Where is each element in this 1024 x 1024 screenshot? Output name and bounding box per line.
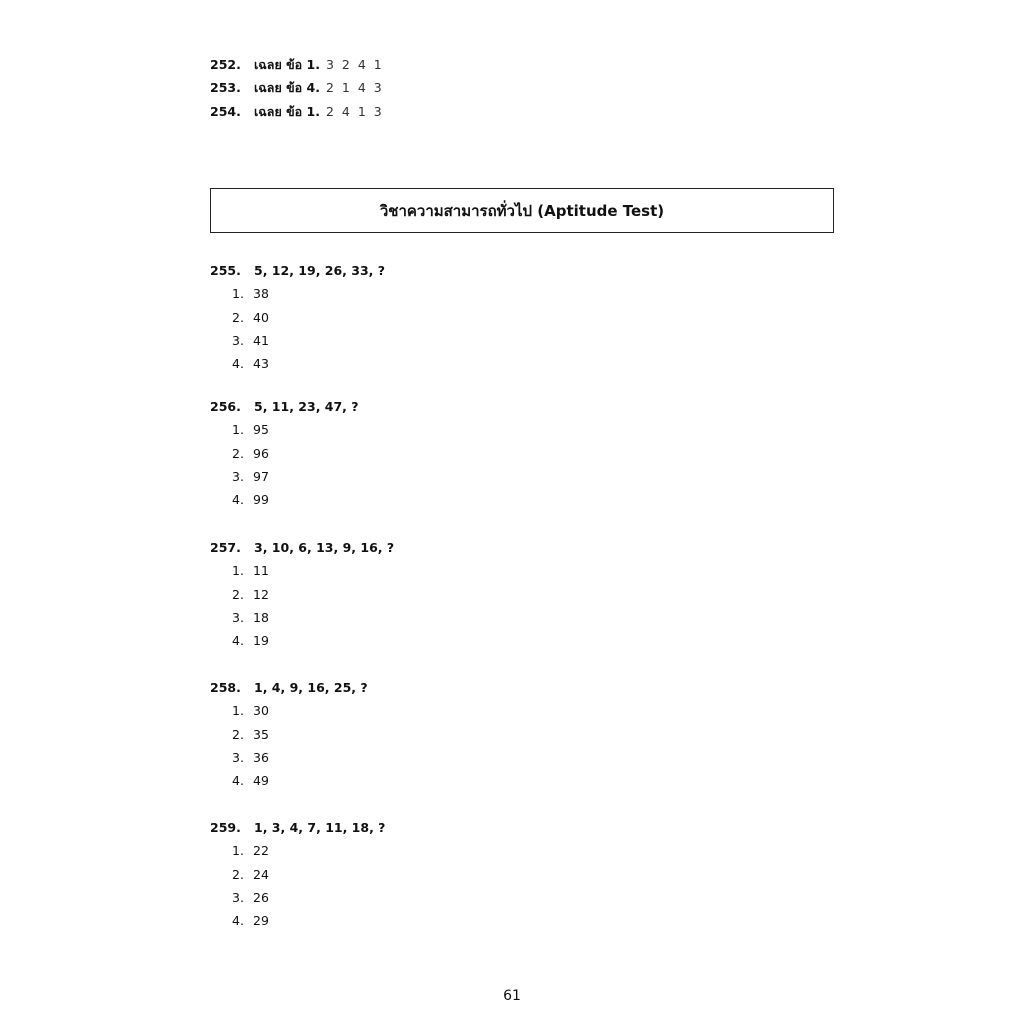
option-text: 41 — [253, 332, 269, 348]
option-4 — [210, 355, 610, 378]
option-number: 2. — [232, 586, 244, 602]
answer-line — [210, 103, 384, 126]
option-text: 95 — [253, 422, 269, 438]
question-255 — [210, 262, 610, 378]
question-257 — [210, 539, 610, 655]
option-text: 38 — [253, 286, 269, 302]
option-number: 2. — [232, 866, 244, 882]
question-stem — [210, 398, 610, 421]
question-text: 1, 4, 9, 16, 25, ? — [254, 680, 368, 695]
option-4 — [210, 912, 610, 935]
option-3 — [210, 749, 610, 772]
option-number: 4. — [232, 913, 244, 929]
option-3 — [210, 889, 610, 912]
answer-number: 253. — [210, 80, 241, 96]
option-text: 24 — [253, 866, 269, 882]
answer-label: เฉลย ข้อ 1. — [254, 103, 320, 119]
answer-sequence: 2 4 1 3 — [325, 103, 384, 119]
option-text: 43 — [253, 356, 269, 372]
option-3 — [210, 468, 610, 491]
question-number: 255. — [210, 263, 241, 278]
answer-line — [210, 79, 384, 102]
option-text: 96 — [253, 445, 269, 461]
option-4 — [210, 772, 610, 795]
option-text: 18 — [253, 609, 269, 625]
option-text: 97 — [253, 468, 269, 484]
option-number: 3. — [232, 468, 244, 484]
question-text: 5, 12, 19, 26, 33, ? — [254, 263, 386, 278]
option-1 — [210, 842, 610, 865]
option-3 — [210, 332, 610, 355]
question-stem — [210, 679, 610, 702]
option-text: 12 — [253, 586, 269, 602]
answer-label: เฉลย ข้อ 1. — [254, 57, 320, 72]
question-stem — [210, 539, 610, 562]
option-4 — [210, 632, 610, 655]
option-number: 2. — [232, 445, 244, 461]
option-number: 2. — [232, 726, 244, 742]
question-stem — [210, 819, 610, 842]
option-text: 35 — [253, 726, 269, 742]
option-text: 22 — [253, 843, 269, 859]
answer-key — [210, 56, 384, 126]
section-title-box — [210, 188, 834, 233]
option-text: 19 — [253, 633, 269, 649]
answer-sequence: 2 1 4 3 — [325, 80, 384, 96]
option-1 — [210, 562, 610, 585]
question-number: 257. — [210, 540, 241, 555]
option-number: 4. — [232, 356, 244, 372]
option-1 — [210, 285, 610, 308]
option-number: 4. — [232, 492, 244, 508]
option-number: 1. — [232, 286, 244, 302]
option-2 — [210, 445, 610, 468]
option-4 — [210, 491, 610, 514]
answer-label: เฉลย ข้อ 4. — [254, 80, 320, 96]
question-text: 3, 10, 6, 13, 9, 16, ? — [254, 540, 395, 555]
option-text: 26 — [253, 889, 269, 905]
option-number: 4. — [232, 773, 244, 789]
option-1 — [210, 702, 610, 725]
option-2 — [210, 309, 610, 332]
option-2 — [210, 586, 610, 609]
question-text: 5, 11, 23, 47, ? — [254, 399, 359, 414]
option-text: 40 — [253, 309, 269, 325]
option-number: 3. — [232, 749, 244, 765]
question-258 — [210, 679, 610, 795]
question-stem — [210, 262, 610, 285]
question-number: 259. — [210, 820, 241, 835]
option-2 — [210, 726, 610, 749]
option-3 — [210, 609, 610, 632]
option-text: 29 — [253, 913, 269, 929]
option-number: 3. — [232, 609, 244, 625]
option-number: 2. — [232, 309, 244, 325]
option-number: 1. — [232, 703, 244, 719]
answer-sequence: 3 2 4 1 — [325, 57, 384, 72]
answer-number: 254. — [210, 103, 241, 119]
option-text: 49 — [253, 773, 269, 789]
option-text: 36 — [253, 749, 269, 765]
question-number: 256. — [210, 399, 241, 414]
question-text: 1, 3, 4, 7, 11, 18, ? — [254, 820, 386, 835]
option-number: 4. — [232, 633, 244, 649]
section-title: วิชาความสามารถทั่วไป (Aptitude Test) — [379, 201, 665, 220]
page-number: 61 — [503, 988, 521, 1004]
answer-number: 252. — [210, 57, 241, 72]
option-1 — [210, 421, 610, 444]
option-number: 3. — [232, 889, 244, 905]
option-2 — [210, 866, 610, 889]
option-number: 1. — [232, 422, 244, 438]
option-number: 3. — [232, 332, 244, 348]
option-number: 1. — [232, 563, 244, 579]
option-text: 30 — [253, 703, 269, 719]
option-text: 11 — [253, 563, 269, 579]
question-number: 258. — [210, 680, 241, 695]
answer-line — [210, 56, 384, 79]
option-text: 99 — [253, 492, 269, 508]
question-256 — [210, 398, 610, 514]
option-number: 1. — [232, 843, 244, 859]
question-259 — [210, 819, 610, 935]
